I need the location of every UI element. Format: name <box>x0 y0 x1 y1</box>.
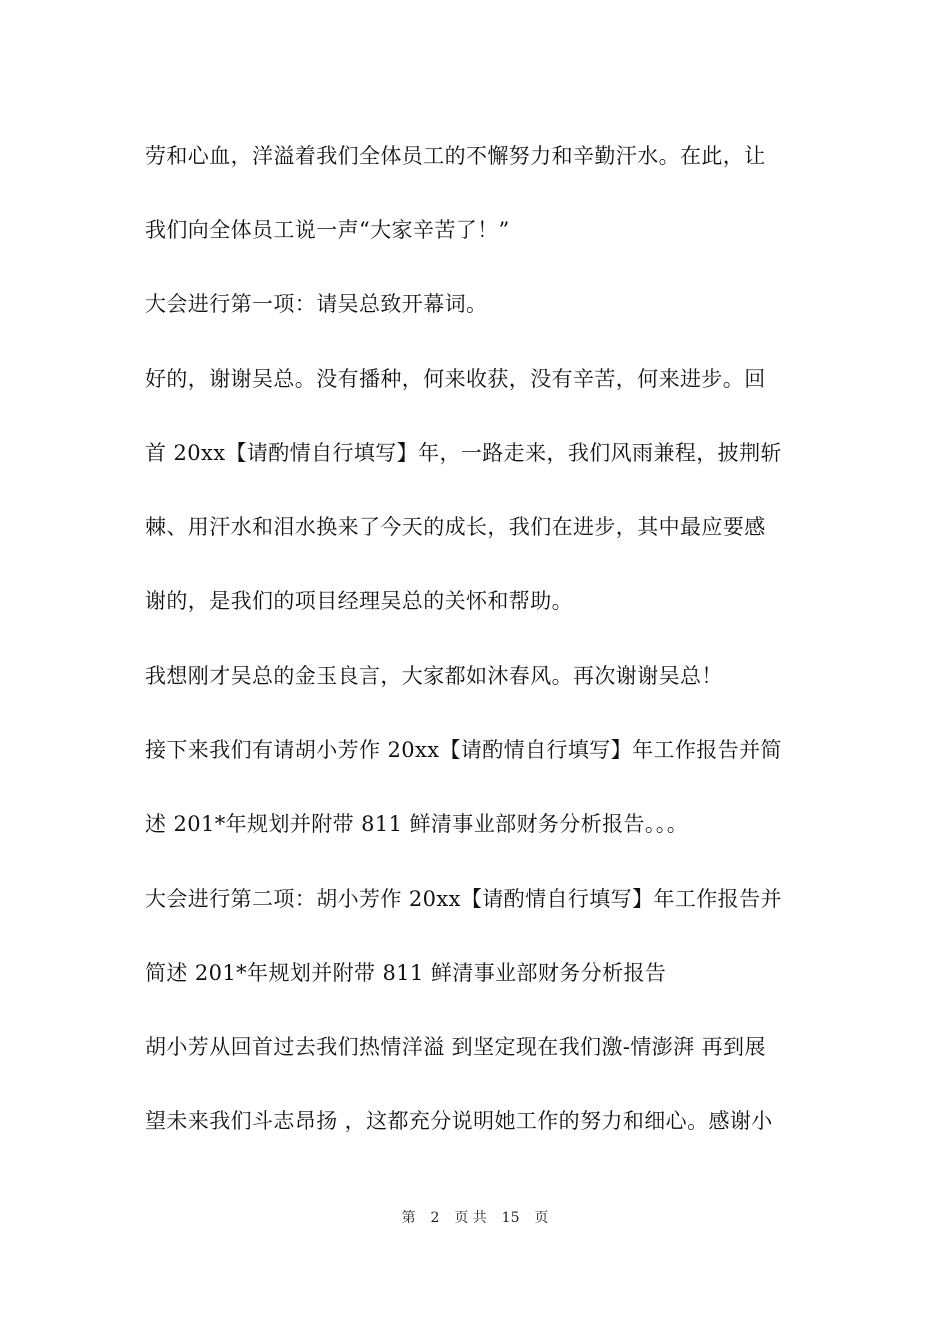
text-line: 好的，谢谢吴总。没有播种，何来收获，没有辛苦，何来进步。回 <box>145 367 766 391</box>
text-line: 简述 201*年规划并附带 811 鲜清事业部财务分析报告 <box>145 961 667 985</box>
text-line: 大会进行第一项：请吴总致开幕词。 <box>145 292 488 316</box>
text-line: 棘、用汗水和泪水换来了今天的成长，我们在进步，其中最应要感 <box>145 515 766 539</box>
total-pages-number: 15 <box>501 1210 520 1226</box>
text-line: 述 201*年规划并附带 811 鲜清事业部财务分析报告。。。 <box>145 812 689 836</box>
text-line: 胡小芳从回首过去我们热情洋溢 到坚定现在我们激-情澎湃 再到展 <box>145 1035 766 1059</box>
footer-suffix: 页 <box>534 1210 549 1226</box>
text-line: 劳和心血，洋溢着我们全体员工的不懈努力和辛勤汗水。在此，让 <box>145 144 766 168</box>
text-line: 我们向全体员工说一声“大家辛苦了！” <box>145 218 510 242</box>
text-line: 大会进行第二项：胡小芳作 20xx【请酌情自行填写】年工作报告并 <box>145 887 782 911</box>
text-line: 我想刚才吴总的金玉良言，大家都如沐春风。再次谢谢吴总！ <box>145 664 723 688</box>
text-line: 接下来我们有请胡小芳作 20xx【请酌情自行填写】年工作报告并简 <box>145 738 782 762</box>
current-page-number: 2 <box>430 1210 440 1226</box>
text-line: 望未来我们斗志昂扬 ，这都充分说明她工作的努力和细心。感谢小 <box>145 1109 773 1133</box>
footer-middle: 页 共 <box>454 1210 487 1226</box>
text-line: 谢的，是我们的项目经理吴总的关怀和帮助。 <box>145 589 573 613</box>
footer-prefix: 第 <box>401 1210 416 1226</box>
page-footer <box>0 1208 950 1228</box>
text-line: 首 20xx【请酌情自行填写】年，一路走来，我们风雨兼程，披荆斩 <box>145 441 782 465</box>
